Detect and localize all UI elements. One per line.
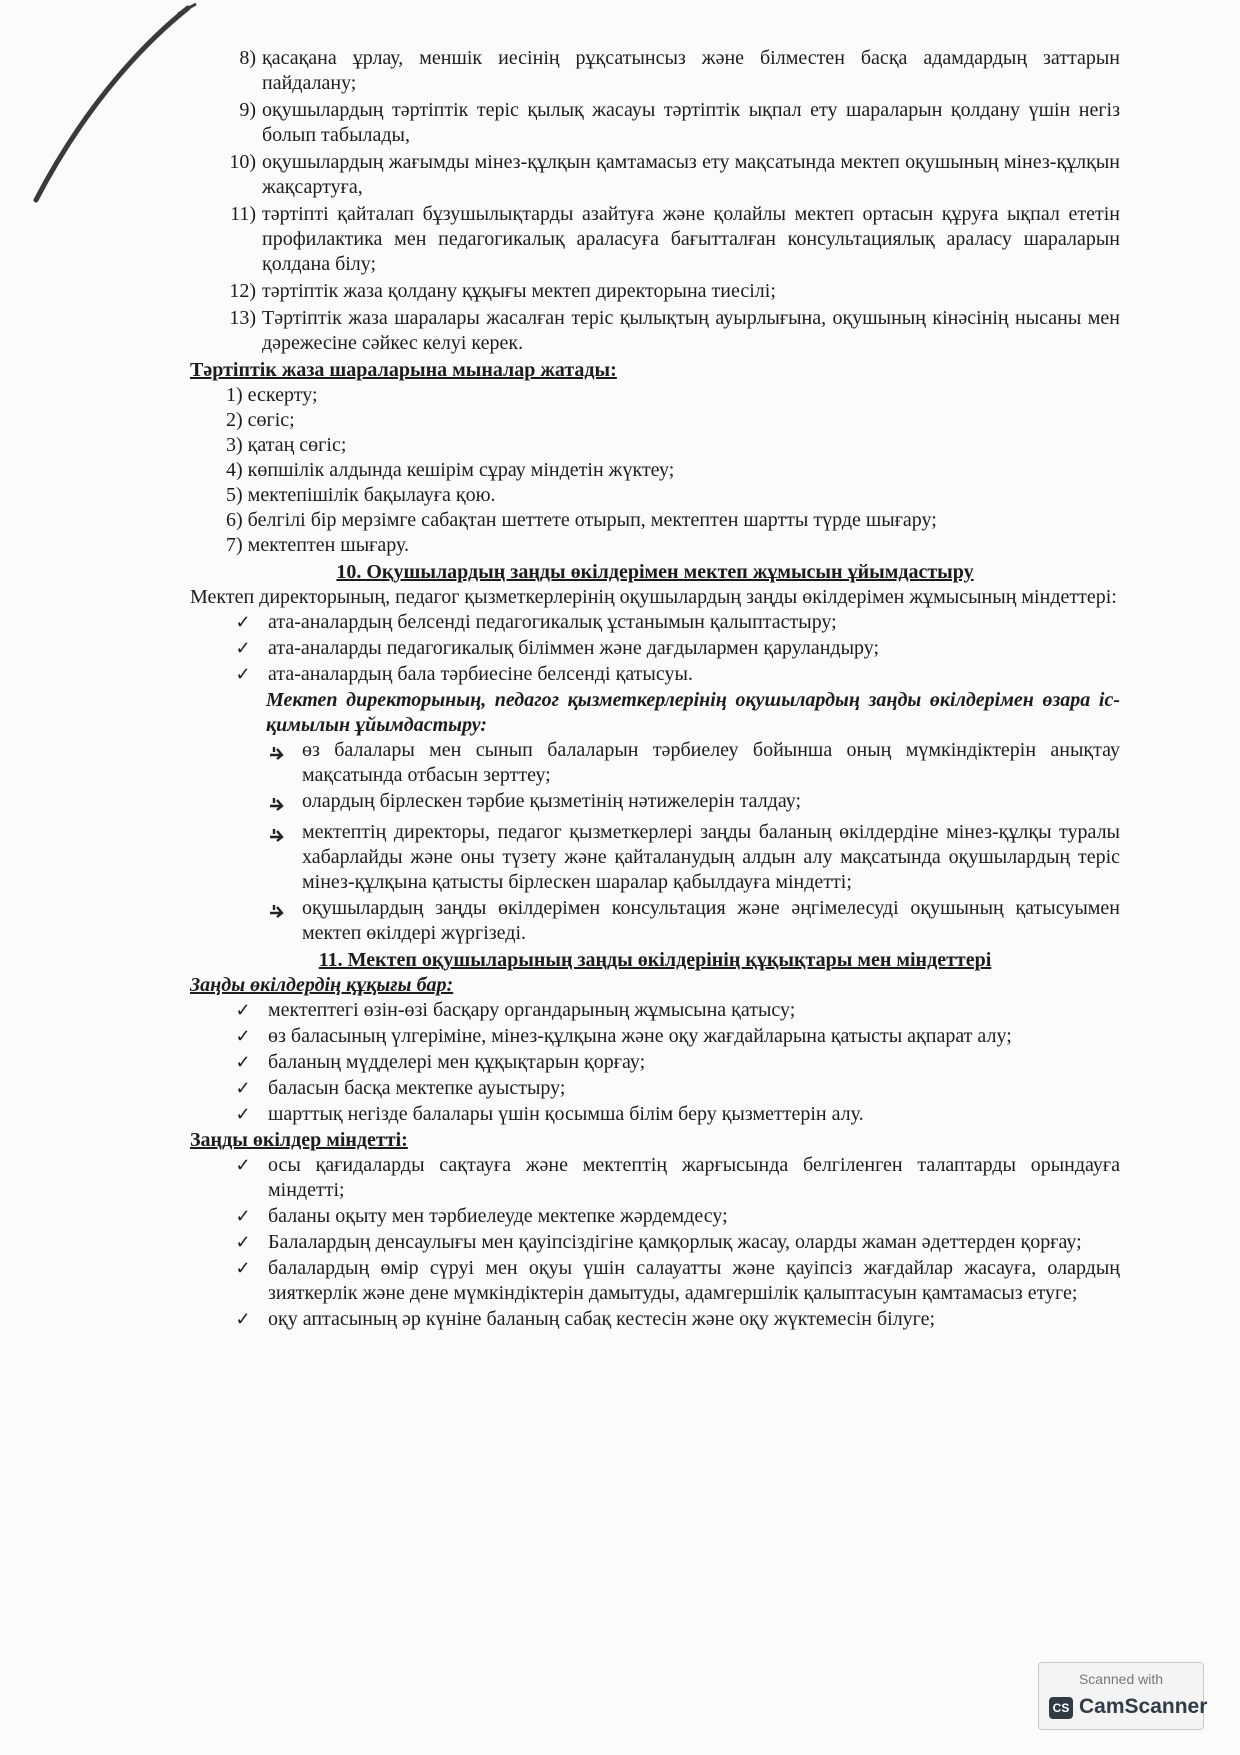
- document-body: [190, 46, 1120, 1333]
- checkmark-icon: ✓: [235, 1232, 251, 1252]
- rights-heading: Заңды өкілдердің құқығы бар:: [190, 974, 454, 996]
- rule-text: оқушылардың тәртіптік теріс қылық жасауы тәртіптік ықпал ету шараларын қолдану үшін негіз болып табылады,: [262, 99, 1120, 146]
- duty-item-text: осы қағидаларды сақтауға және мектептің жарғысында белгіленген талаптарды орындауға міндетті;: [268, 1154, 1120, 1201]
- rule-text: тәртіптік жаза қолдану құқығы мектеп директорына тиесілі;: [262, 280, 776, 302]
- section-11-heading: 11. Мектеп оқушыларының заңды өкілдерінің құқықтары мен міндеттері: [318, 949, 992, 971]
- camscanner-badge: [1038, 1662, 1208, 1730]
- duty-item-text: балалардың өмір сүруі мен оқуы үшін салауатты және қауіпсіз жағдайлар жасауға, олардың зияткерлік және дене мүмкіндіктерін дамытуды, адамгершілік қалыптасуын қамтамасыз етуге;: [268, 1257, 1120, 1304]
- right-item-text: мектептегі өзін-өзі басқару органдарының жұмысына қатысу;: [268, 999, 796, 1021]
- section-10-subheading: Мектеп директорының, педагог қызметкерлерінің оқушылардың заңды өкілдерімен өзара іс-қимылын ұйымдастыру:: [266, 689, 1120, 736]
- numbered-rule-item: [190, 98, 1120, 148]
- penalties-list: [190, 383, 1120, 558]
- task-item: [190, 636, 1120, 661]
- interaction-text: оқушылардың заңды өкілдерімен консультация және әңгімелесуді оқушының қатысуымен мектеп өкілдері жүргізеді.: [302, 897, 1120, 944]
- rule-number: 11): [230, 203, 256, 225]
- arrow-bullet-icon: [268, 896, 290, 946]
- rule-text: қасақана ұрлау, меншік иесінің рұқсатынсыз және білместен басқа адамдардың заттарын пайдалану;: [262, 47, 1120, 94]
- penalties-heading: Тәртіптік жаза шараларына мыналар жатады:: [190, 359, 617, 381]
- checkmark-icon: ✓: [235, 1309, 251, 1329]
- checkmark-icon: ✓: [235, 612, 251, 632]
- checkmark-icon: ✓: [235, 1000, 251, 1020]
- right-item-text: баланың мүдделері мен құқықтарын қорғау;: [268, 1051, 646, 1073]
- penalty-item: 3) қатаң сөгіс;: [226, 434, 347, 456]
- duty-item-text: оқу аптасының әр күніне баланың сабақ кестесін және оқу жүктемесін білуге;: [268, 1308, 936, 1330]
- rule-number: 8): [239, 47, 256, 69]
- task-item-text: ата-аналардың белсенді педагогикалық ұстанымын қалыптастыру;: [268, 611, 837, 633]
- arrow-bullet-icon: [268, 820, 290, 895]
- penalty-item: 1) ескерту;: [226, 384, 318, 406]
- right-item-text: өз баласының үлгеріміне, мінез-құлқына және оқу жағдайларына қатысты ақпарат алу;: [268, 1025, 1012, 1047]
- right-item: [190, 998, 1120, 1023]
- numbered-rule-item: [190, 279, 1120, 304]
- checkmark-icon: ✓: [235, 1258, 251, 1278]
- right-item: [190, 1076, 1120, 1101]
- rights-list: [190, 998, 1120, 1127]
- arrow-bullet-icon: [268, 789, 290, 819]
- right-item: [190, 1024, 1120, 1049]
- numbered-rule-item: [190, 202, 1120, 277]
- penalty-item: 6) белгілі бір мерзімге сабақтан шеттете отырып, мектептен шартты түрде шығару;: [226, 509, 937, 531]
- penalty-item: 7) мектептен шығару.: [226, 534, 409, 556]
- camscanner-logo-icon: CS: [1049, 1697, 1073, 1719]
- checkmark-icon: ✓: [235, 1104, 251, 1124]
- checkmark-icon: ✓: [235, 1078, 251, 1098]
- rule-text: Тәртіптік жаза шаралары жасалған теріс қылықтың ауырлығына, оқушының кінәсінің нысаны мен дәрежесіне сәйкес келуі керек.: [262, 307, 1120, 354]
- duty-item: [190, 1230, 1120, 1255]
- interaction-text: өз балалары мен сынып балаларын тәрбиелеу бойынша оның мүмкіндіктерін анықтау мақсатында отбасын зерттеу;: [302, 739, 1120, 786]
- section-10-intro: Мектеп директорының, педагог қызметкерлерінің оқушылардың заңды өкілдерімен жұмысының міндеттері:: [190, 586, 1117, 608]
- rule-number: 9): [239, 99, 256, 121]
- checkmark-icon: ✓: [235, 1206, 251, 1226]
- task-item: [190, 662, 1120, 687]
- right-item-text: шарттық негізде балалары үшін қосымша білім беру қызметтерін алу.: [268, 1103, 864, 1125]
- penalty-item: 2) сөгіс;: [226, 409, 295, 431]
- section-10-heading: 10. Оқушылардың заңды өкілдерімен мектеп жұмысын ұйымдастыру: [336, 561, 974, 583]
- checkmark-icon: ✓: [235, 1155, 251, 1175]
- penalty-item: 5) мектепішілік бақылауға қою.: [226, 484, 496, 506]
- duty-item: [190, 1307, 1120, 1332]
- duty-item: [190, 1204, 1120, 1229]
- rule-text: тәртіпті қайталап бұзушылықтарды азайтуға және қолайлы мектеп ортасын құруға ықпал ететін профилактика мен педагогикалық араласуға бағытталған консультациялық араласу шараларын қолдана білу;: [262, 203, 1120, 275]
- interaction-text: мектептің директоры, педагог қызметкерлері заңды баланың өкілдердіне мінез-құлқы туралы хабарлайды және оны түзету және қайталанудың алдын алу мақсатында оқушылардың теріс мінез-құлқына қатысты бірлескен шаралар қабылдауға міндетті;: [302, 821, 1120, 893]
- section-10-tasks-list: [190, 610, 1120, 687]
- rule-text: оқушылардың жағымды мінез-құлқын қамтамасыз ету мақсатында мектеп оқушының мінез-құлқын жақсартуға,: [262, 151, 1120, 198]
- checkmark-icon: ✓: [235, 1026, 251, 1046]
- checkmark-icon: ✓: [235, 638, 251, 658]
- interaction-item: [190, 789, 1120, 819]
- numbered-rule-item: [190, 46, 1120, 96]
- arrow-bullet-icon: [268, 738, 290, 788]
- duty-item-text: баланы оқыту мен тәрбиелеуде мектепке жәрдемдесу;: [268, 1205, 728, 1227]
- interaction-text: олардың бірлескен тәрбие қызметінің нәтижелерін талдау;: [302, 790, 802, 812]
- interaction-item: [190, 820, 1120, 895]
- right-item: [190, 1102, 1120, 1127]
- numbered-rule-item: [190, 150, 1120, 200]
- rule-number: 13): [229, 307, 256, 329]
- rule-number: 12): [229, 280, 256, 302]
- section-10-interactions-list: [190, 738, 1120, 946]
- scanned-with-caption: Scanned with: [1078, 1671, 1164, 1687]
- camscanner-brand: CamScanner: [1079, 1695, 1208, 1718]
- task-item-text: ата-аналардың бала тәрбиесіне белсенді қатысуы.: [268, 663, 693, 685]
- duty-item-text: Балалардың денсаулығы мен қауіпсіздігіне қамқорлық жасау, оларды жаман әдеттерден қорғау;: [268, 1231, 1082, 1253]
- penalty-item: 4) көпшілік алдында кешірім сұрау міндетін жүктеу;: [226, 459, 675, 481]
- task-item-text: ата-аналарды педагогикалық біліммен және дағдылармен қаруландыру;: [268, 637, 880, 659]
- numbered-rule-item: [190, 306, 1120, 356]
- right-item: [190, 1050, 1120, 1075]
- interaction-item: [190, 896, 1120, 946]
- right-item-text: баласын басқа мектепке ауыстыру;: [268, 1077, 566, 1099]
- duties-heading: Заңды өкілдер міндетті:: [190, 1129, 408, 1151]
- checkmark-icon: ✓: [235, 1052, 251, 1072]
- checkmark-icon: ✓: [235, 664, 251, 684]
- task-item: [190, 610, 1120, 635]
- duty-item: [190, 1153, 1120, 1203]
- duties-list: [190, 1153, 1120, 1332]
- rule-number: 10): [229, 151, 256, 173]
- numbered-rules-list: [190, 46, 1120, 356]
- duty-item: [190, 1256, 1120, 1306]
- interaction-item: [190, 738, 1120, 788]
